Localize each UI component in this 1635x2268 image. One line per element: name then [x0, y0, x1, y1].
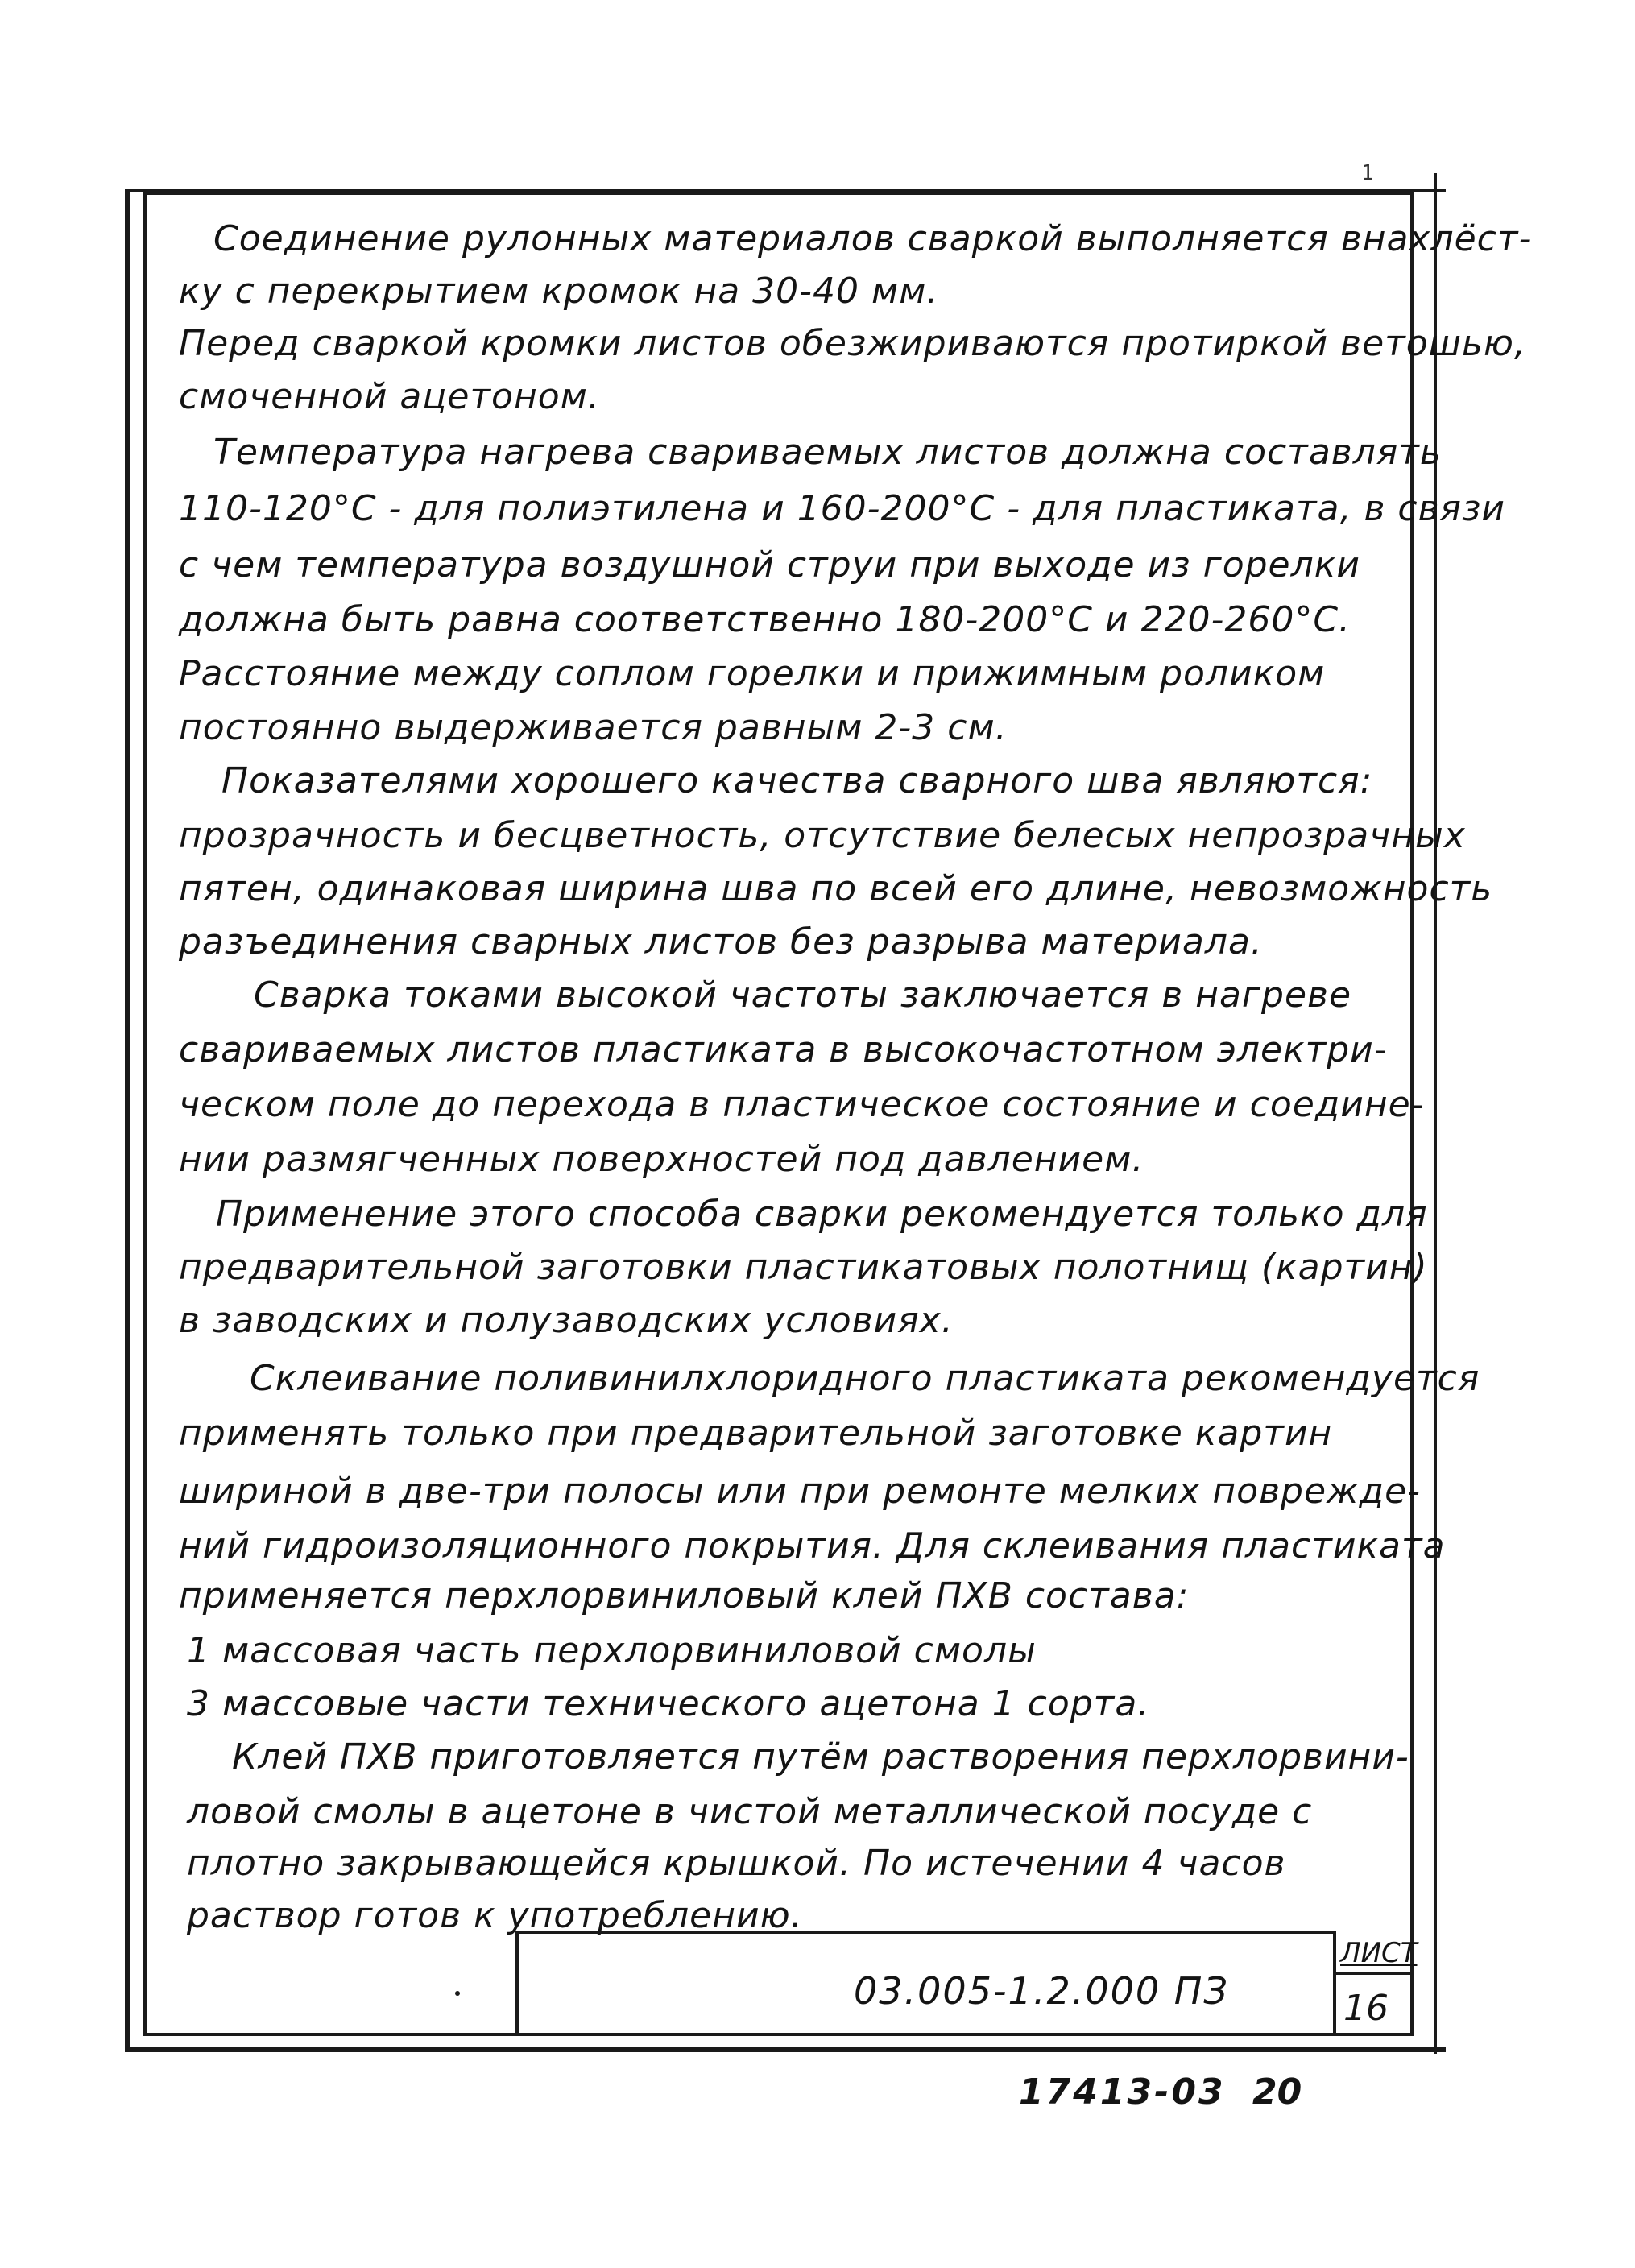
sheet-cell-divider — [1333, 1972, 1414, 1975]
text-line: Перед сваркой кромки листов обезжириваются протиркой ветошью, — [179, 323, 1526, 364]
text-line: применять только при предварительной заготовке картин — [179, 1413, 1333, 1454]
text-line: Соединение рулонных материалов сваркой выполняется внахлёст- — [213, 218, 1533, 259]
text-line: нии размягченных поверхностей под давлением. — [179, 1139, 1144, 1180]
text-line: плотно закрывающейся крышкой. По истечении 4 часов — [187, 1843, 1286, 1884]
archive-number: 17413-03 — [1019, 2071, 1226, 2113]
text-line: Температура нагрева свариваемых листов должна составлять — [213, 432, 1442, 473]
text-line: 1 массовая часть перхлорвиниловой смолы — [187, 1630, 1037, 1671]
text-line: пятен, одинаковая ширина шва по всей его длине, невозможность — [179, 868, 1493, 909]
archive-page-number: 20 — [1252, 2071, 1302, 2113]
text-line: предварительной заготовки пластикатовых полотнищ (картин) — [179, 1247, 1428, 1288]
text-line: Показателями хорошего качества сварного шва являются: — [221, 760, 1373, 801]
text-line: 3 массовые части технического ацетона 1 сорта. — [187, 1683, 1150, 1724]
text-line: 110-120°С - для полиэтилена и 160-200°С - для пластиката, в связи — [179, 488, 1505, 529]
text-line: ческом поле до перехода в пластическое состояние и соедине- — [179, 1084, 1425, 1125]
text-line: раствор готов к употреблению. — [187, 1895, 803, 1936]
text-line: должна быть равна соответственно 180-200°С и 220-260°С. — [179, 599, 1351, 640]
text-line: Применение этого способа сварки рекомендуется только для — [216, 1194, 1428, 1235]
text-line: разъединения сварных листов без разрыва материала. — [179, 921, 1263, 962]
text-line: применяется перхлорвиниловый клей ПХВ состава: — [179, 1575, 1190, 1616]
sheet-number: 16 — [1343, 1988, 1389, 2029]
stamp-dot — [455, 1991, 460, 1996]
text-line: Склеивание поливинилхлоридного пластиката рекомендуется — [250, 1358, 1480, 1399]
text-line: ловой смолы в ацетоне в чистой металлической посуде с — [187, 1791, 1313, 1832]
document-code: 03.005-1.2.000 ПЗ — [854, 1969, 1229, 2013]
text-line: свариваемых листов пластиката в высокочастотном электри- — [179, 1029, 1388, 1070]
text-line: ку с перекрытием кромок на 30-40 мм. — [179, 271, 939, 312]
sheet-label: ЛИСТ — [1340, 1937, 1418, 1969]
text-line: Клей ПХВ приготовляется путём растворения перхлорвини- — [232, 1736, 1409, 1778]
text-line: прозрачность и бесцветность, отсутствие белесых непрозрачных — [179, 815, 1466, 856]
text-line: Сварка токами высокой частоты заключается в нагреве — [254, 975, 1352, 1016]
corner-mark: 1 — [1361, 161, 1374, 185]
text-line: Расстояние между соплом горелки и прижимным роликом — [179, 653, 1326, 694]
text-line: шириной в две-три полосы или при ремонте мелких поврежде- — [179, 1471, 1422, 1512]
text-line: в заводских и полузаводских условиях. — [179, 1300, 954, 1341]
text-line: ний гидроизоляционного покрытия. Для склеивания пластиката — [179, 1525, 1446, 1566]
text-line: с чем температура воздушной струи при выходе из горелки — [179, 544, 1360, 586]
text-line: смоченной ацетоном. — [179, 376, 600, 417]
text-line: постоянно выдерживается равным 2-3 см. — [179, 707, 1008, 748]
